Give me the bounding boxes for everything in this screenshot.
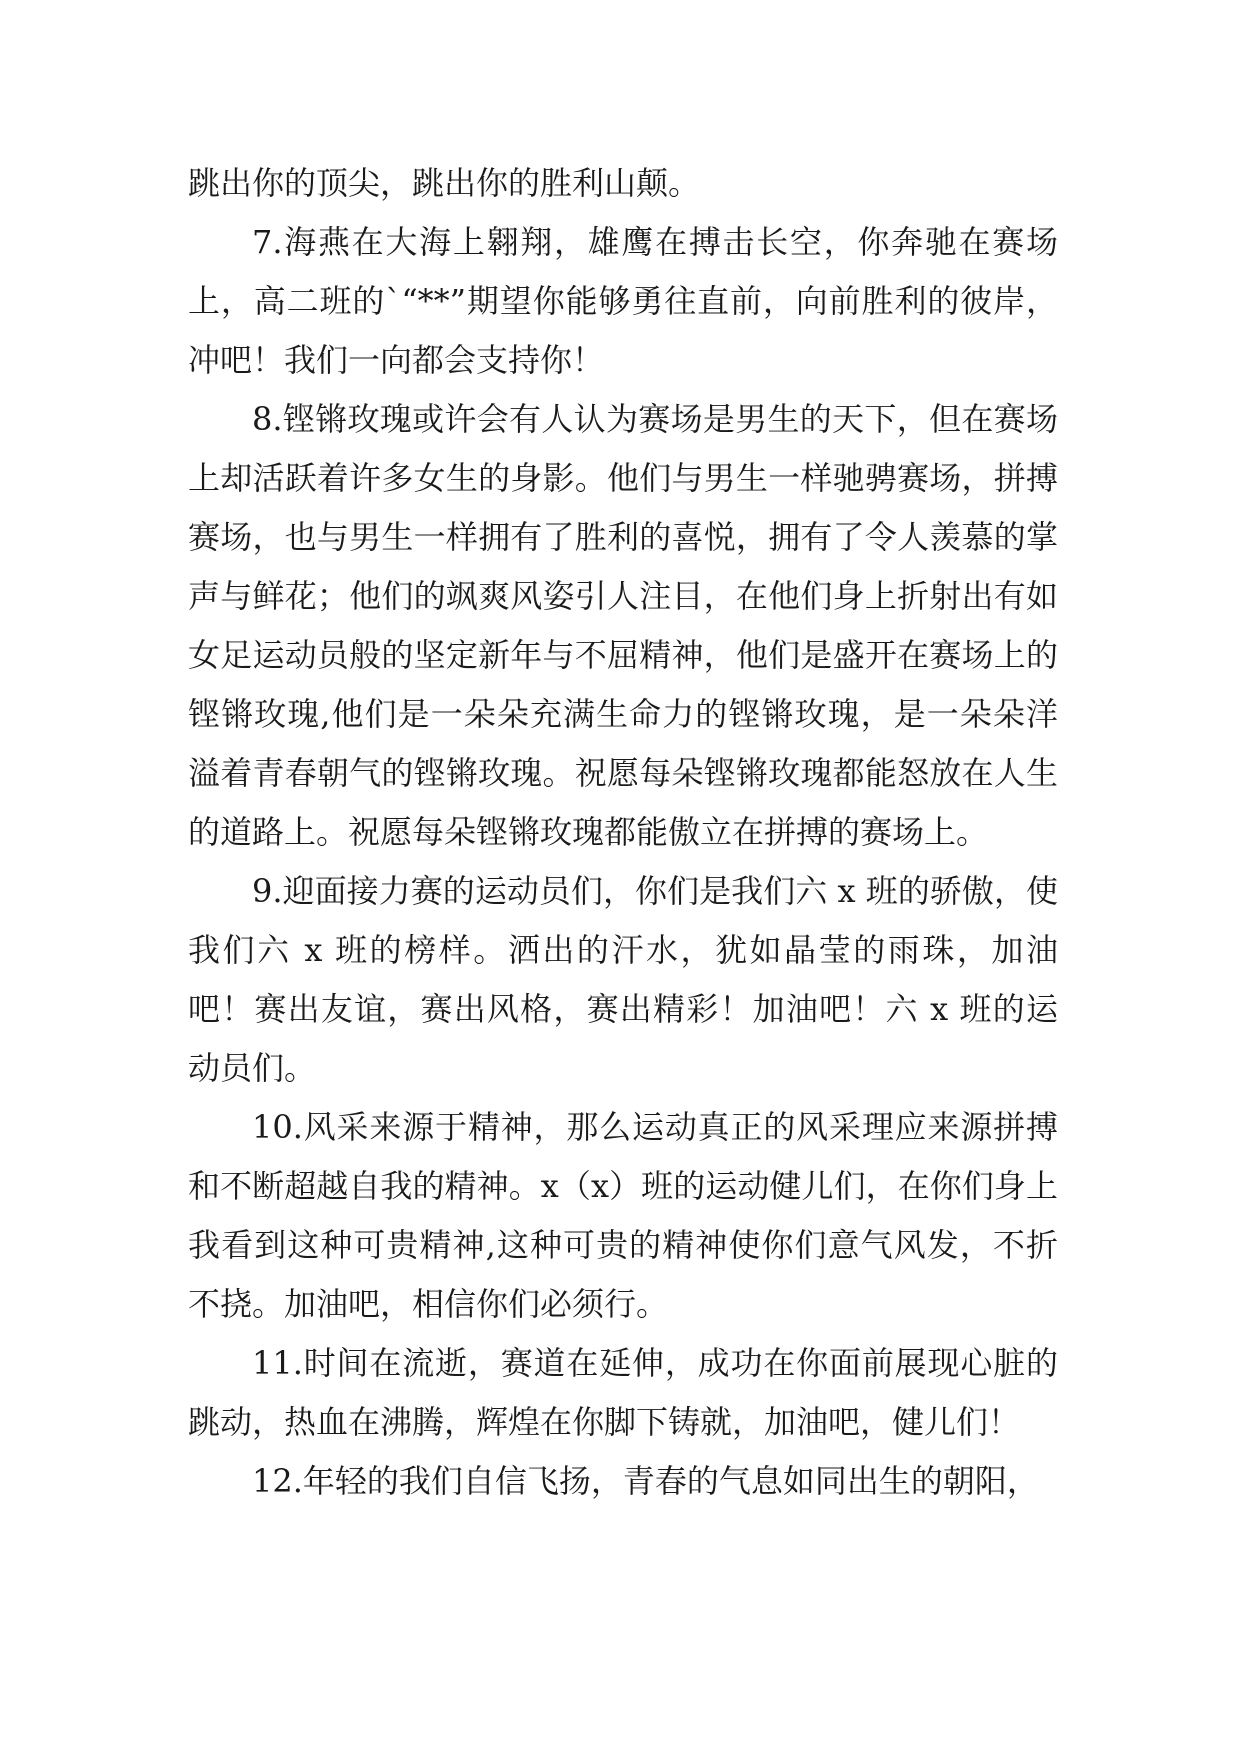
paragraph-item-7: 7.海燕在大海上翱翔，雄鹰在搏击长空，你奔驰在赛场上，高二班的`“**”期望你能够勇往直前，向前胜利的彼岸，冲吧！我们一向都会支持你！ [188,223,1058,379]
paragraph-item-8: 8.铿锵玫瑰或许会有人认为赛场是男生的天下，但在赛场上却活跃着许多女生的身影。他们与男生一样驰骋赛场，拼搏赛场，也与男生一样拥有了胜利的喜悦，拥有了令人羡慕的掌声与鲜花；他们的飒爽风姿引人注目，在他们身上折射出有如女足运动员般的坚定新年与不屈精神，他们是盛开在赛场上的铿锵玫瑰,他们是一朵朵充满生命力的铿锵玫瑰，是一朵朵洋溢着青春朝气的铿锵玫瑰。祝愿每朵铿锵玫瑰都能怒放在人生的道路上。祝愿每朵铿锵玫瑰都能傲立在拼搏的赛场上。 [188,400,1058,851]
paragraph-item-10: 10.风采来源于精神，那么运动真正的风采理应来源拼搏和不断超越自我的精神。x（x）班的运动健儿们，在你们身上我看到这种可贵精神,这种可贵的精神使你们意气风发，不折不挠。加油吧，相信你们必须行。 [188,1108,1058,1323]
document-body [188,154,1058,1511]
paragraph-item-12: 12.年轻的我们自信飞扬，青春的气息如同出生的朝阳， [252,1462,1039,1500]
paragraph-continuation: 跳出你的顶尖，跳出你的胜利山颠。 [188,164,701,202]
paragraph-item-9: 9.迎面接力赛的运动员们，你们是我们六 x 班的骄傲，使我们六 x 班的榜样。洒出的汗水，犹如晶莹的雨珠，加油吧！赛出友谊，赛出风格，赛出精彩！加油吧！六 x 班的运动员们。 [188,872,1058,1087]
paragraph-item-11: 11.时间在流逝，赛道在延伸，成功在你面前展现心脏的跳动，热血在沸腾，辉煌在你脚下铸就，加油吧，健儿们！ [188,1344,1058,1441]
